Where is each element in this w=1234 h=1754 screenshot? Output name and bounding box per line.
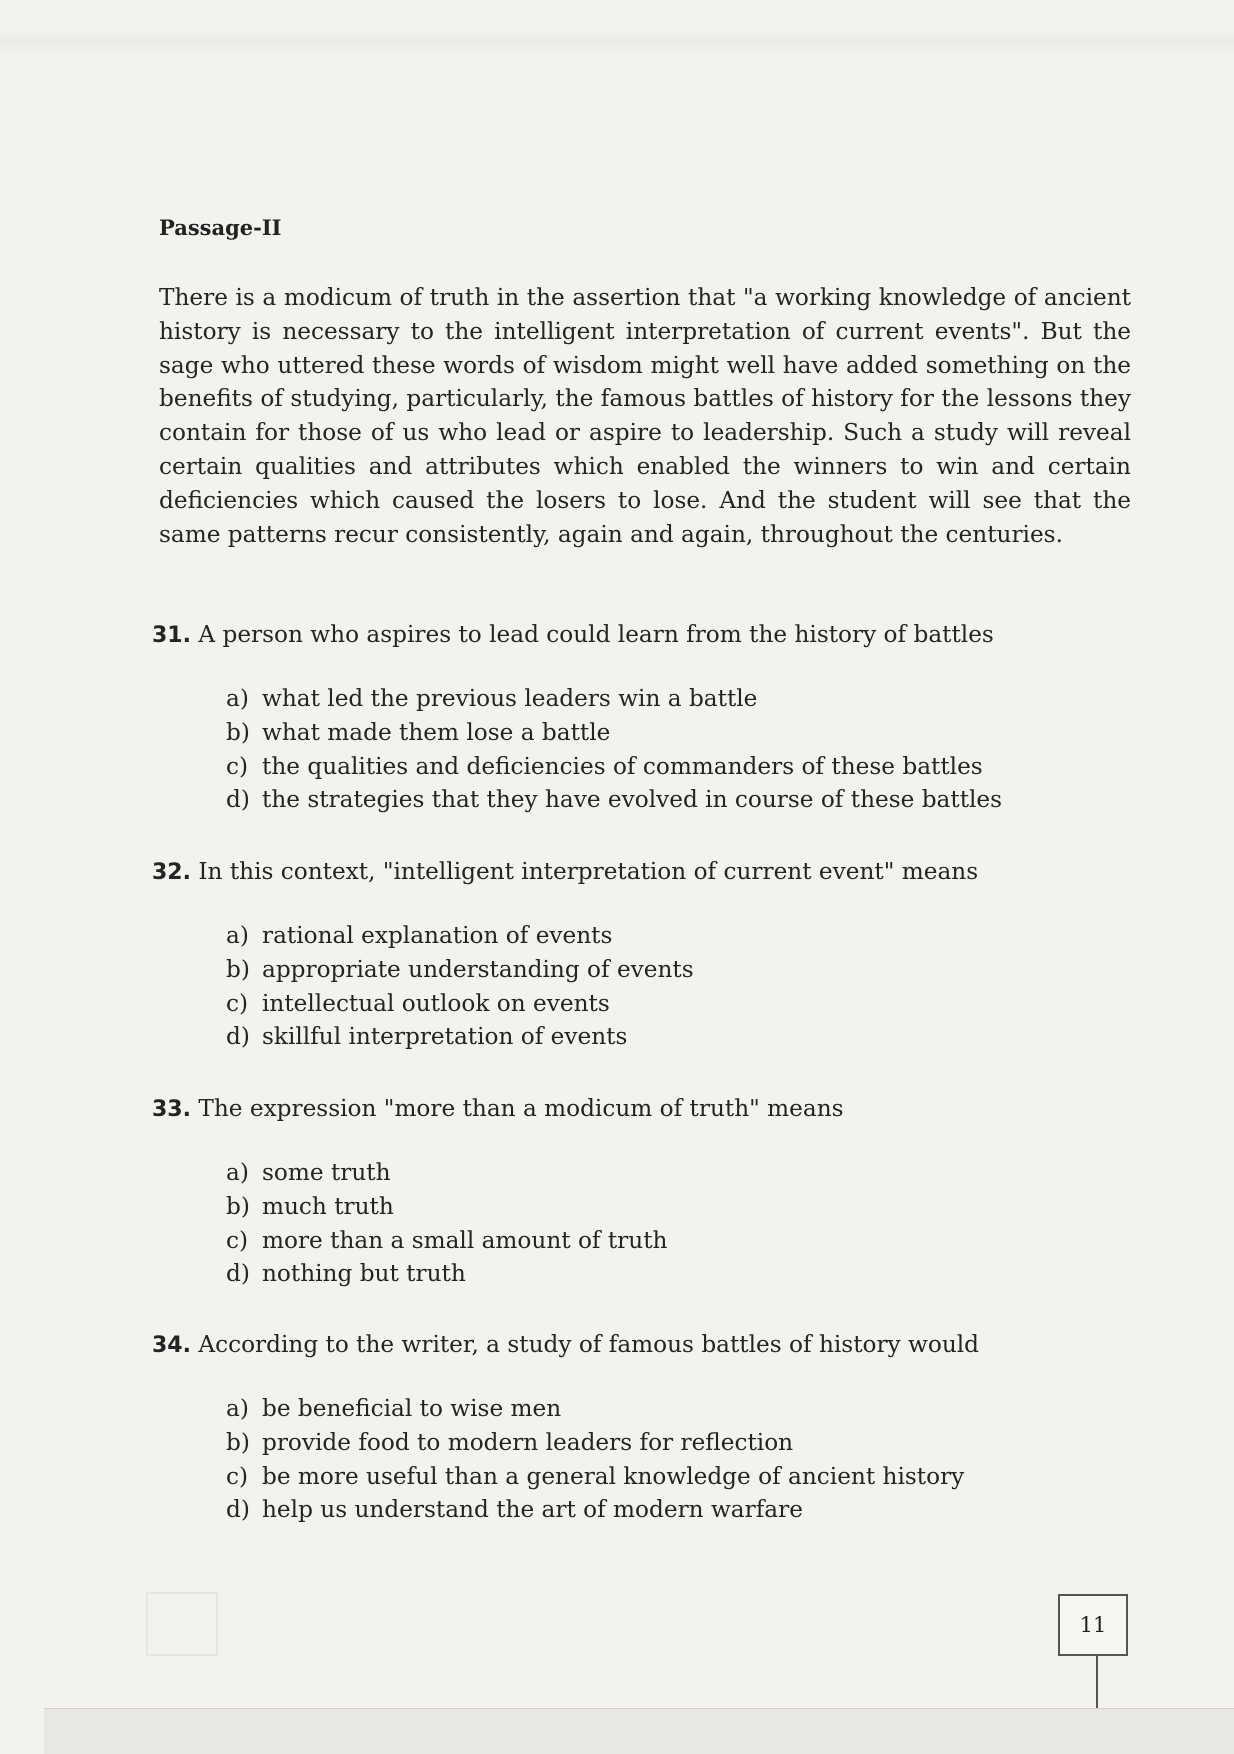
bleed-through-box [146, 1592, 218, 1656]
option-list [226, 1156, 1132, 1291]
option-b [226, 953, 1132, 987]
passage-text: There is a modicum of truth in the assertion that "a working knowledge of ancient history is necessary to the intelligent interpretation of current events". But the sage who uttered these words of wisdom might well have added something on the benefits of studying, particularly, the famous battles of history for the lessons they contain for those of us who lead or aspire to leadership. Such a study will reveal certain qualities and attributes which enabled the winners to win and certain deficiencies which caused the losers to lose. And the student will see that the same patterns recur consistently, again and again, throughout the centuries. [159, 284, 1131, 548]
option-text: what made them lose a battle [262, 718, 611, 746]
option-text: nothing but truth [262, 1260, 466, 1288]
option-b [226, 1190, 1132, 1224]
question-stem [152, 855, 1132, 889]
option-d [226, 1493, 1132, 1527]
option-letter: d) [226, 1023, 250, 1051]
option-text: skillful interpretation of events [262, 1023, 628, 1051]
option-a [226, 1392, 1132, 1426]
option-letter: b) [226, 1192, 250, 1220]
option-text: help us understand the art of modern warfare [262, 1496, 803, 1524]
option-a [226, 1156, 1132, 1190]
passage-title: Passage-II [159, 215, 282, 240]
page-number-tick [1096, 1656, 1098, 1708]
question-number: 32. [152, 860, 191, 885]
option-letter: a) [226, 685, 249, 712]
question-34 [152, 1328, 1132, 1527]
option-b [226, 1426, 1132, 1460]
question-stem [152, 1328, 1132, 1362]
option-text: some truth [262, 1159, 391, 1186]
option-text: much truth [262, 1192, 394, 1220]
option-letter: c) [226, 752, 249, 780]
question-text: According to the writer, a study of famous battles of history would [198, 1331, 980, 1358]
question-31 [152, 618, 1132, 817]
option-text: provide food to modern leaders for reflection [262, 1428, 794, 1456]
option-text: appropriate understanding of events [262, 955, 694, 983]
option-b [226, 716, 1132, 750]
question-stem [152, 618, 1132, 652]
option-letter: a) [226, 1395, 249, 1422]
option-letter: d) [226, 1260, 250, 1288]
page-number-box [1058, 1594, 1128, 1656]
option-d [226, 1257, 1132, 1291]
option-a [226, 919, 1132, 953]
option-letter: c) [226, 1226, 249, 1254]
option-letter: c) [226, 1462, 249, 1490]
option-text: be more useful than a general knowledge of ancient history [262, 1462, 965, 1490]
option-letter: d) [226, 786, 250, 814]
option-text: be beneficial to wise men [262, 1395, 562, 1422]
option-c [226, 750, 1132, 784]
option-list [226, 1392, 1132, 1527]
question-32 [152, 855, 1132, 1054]
option-text: the strategies that they have evolved in course of these battles [262, 786, 1003, 814]
option-text: the qualities and deficiencies of commanders of these battles [262, 752, 983, 780]
option-letter: d) [226, 1496, 250, 1524]
scan-bottom-edge [44, 1708, 1234, 1754]
option-letter: b) [226, 955, 250, 983]
question-number: 34. [152, 1333, 191, 1358]
option-letter: b) [226, 718, 250, 746]
option-d [226, 783, 1132, 817]
question-text: A person who aspires to lead could learn from the history of battles [198, 621, 994, 648]
option-text: rational explanation of events [262, 922, 613, 949]
question-text: The expression "more than a modicum of truth" means [198, 1095, 844, 1122]
question-33 [152, 1092, 1132, 1291]
option-text: more than a small amount of truth [262, 1226, 668, 1254]
question-number: 31. [152, 623, 191, 648]
option-list [226, 919, 1132, 1054]
option-c [226, 987, 1132, 1021]
option-c [226, 1224, 1132, 1258]
option-list [226, 682, 1132, 817]
option-d [226, 1020, 1132, 1054]
question-text: In this context, "intelligent interpretation of current event" means [198, 858, 979, 885]
option-c [226, 1460, 1132, 1494]
option-text: intellectual outlook on events [262, 989, 610, 1017]
question-stem [152, 1092, 1132, 1126]
option-letter: b) [226, 1428, 250, 1456]
option-a [226, 682, 1132, 716]
option-letter: c) [226, 989, 249, 1017]
option-letter: a) [226, 1159, 249, 1186]
question-number: 33. [152, 1097, 191, 1122]
option-letter: a) [226, 922, 249, 949]
option-text: what led the previous leaders win a battle [262, 685, 758, 712]
scan-fold-shadow [0, 28, 1234, 56]
page-number: 11 [1079, 1613, 1107, 1637]
